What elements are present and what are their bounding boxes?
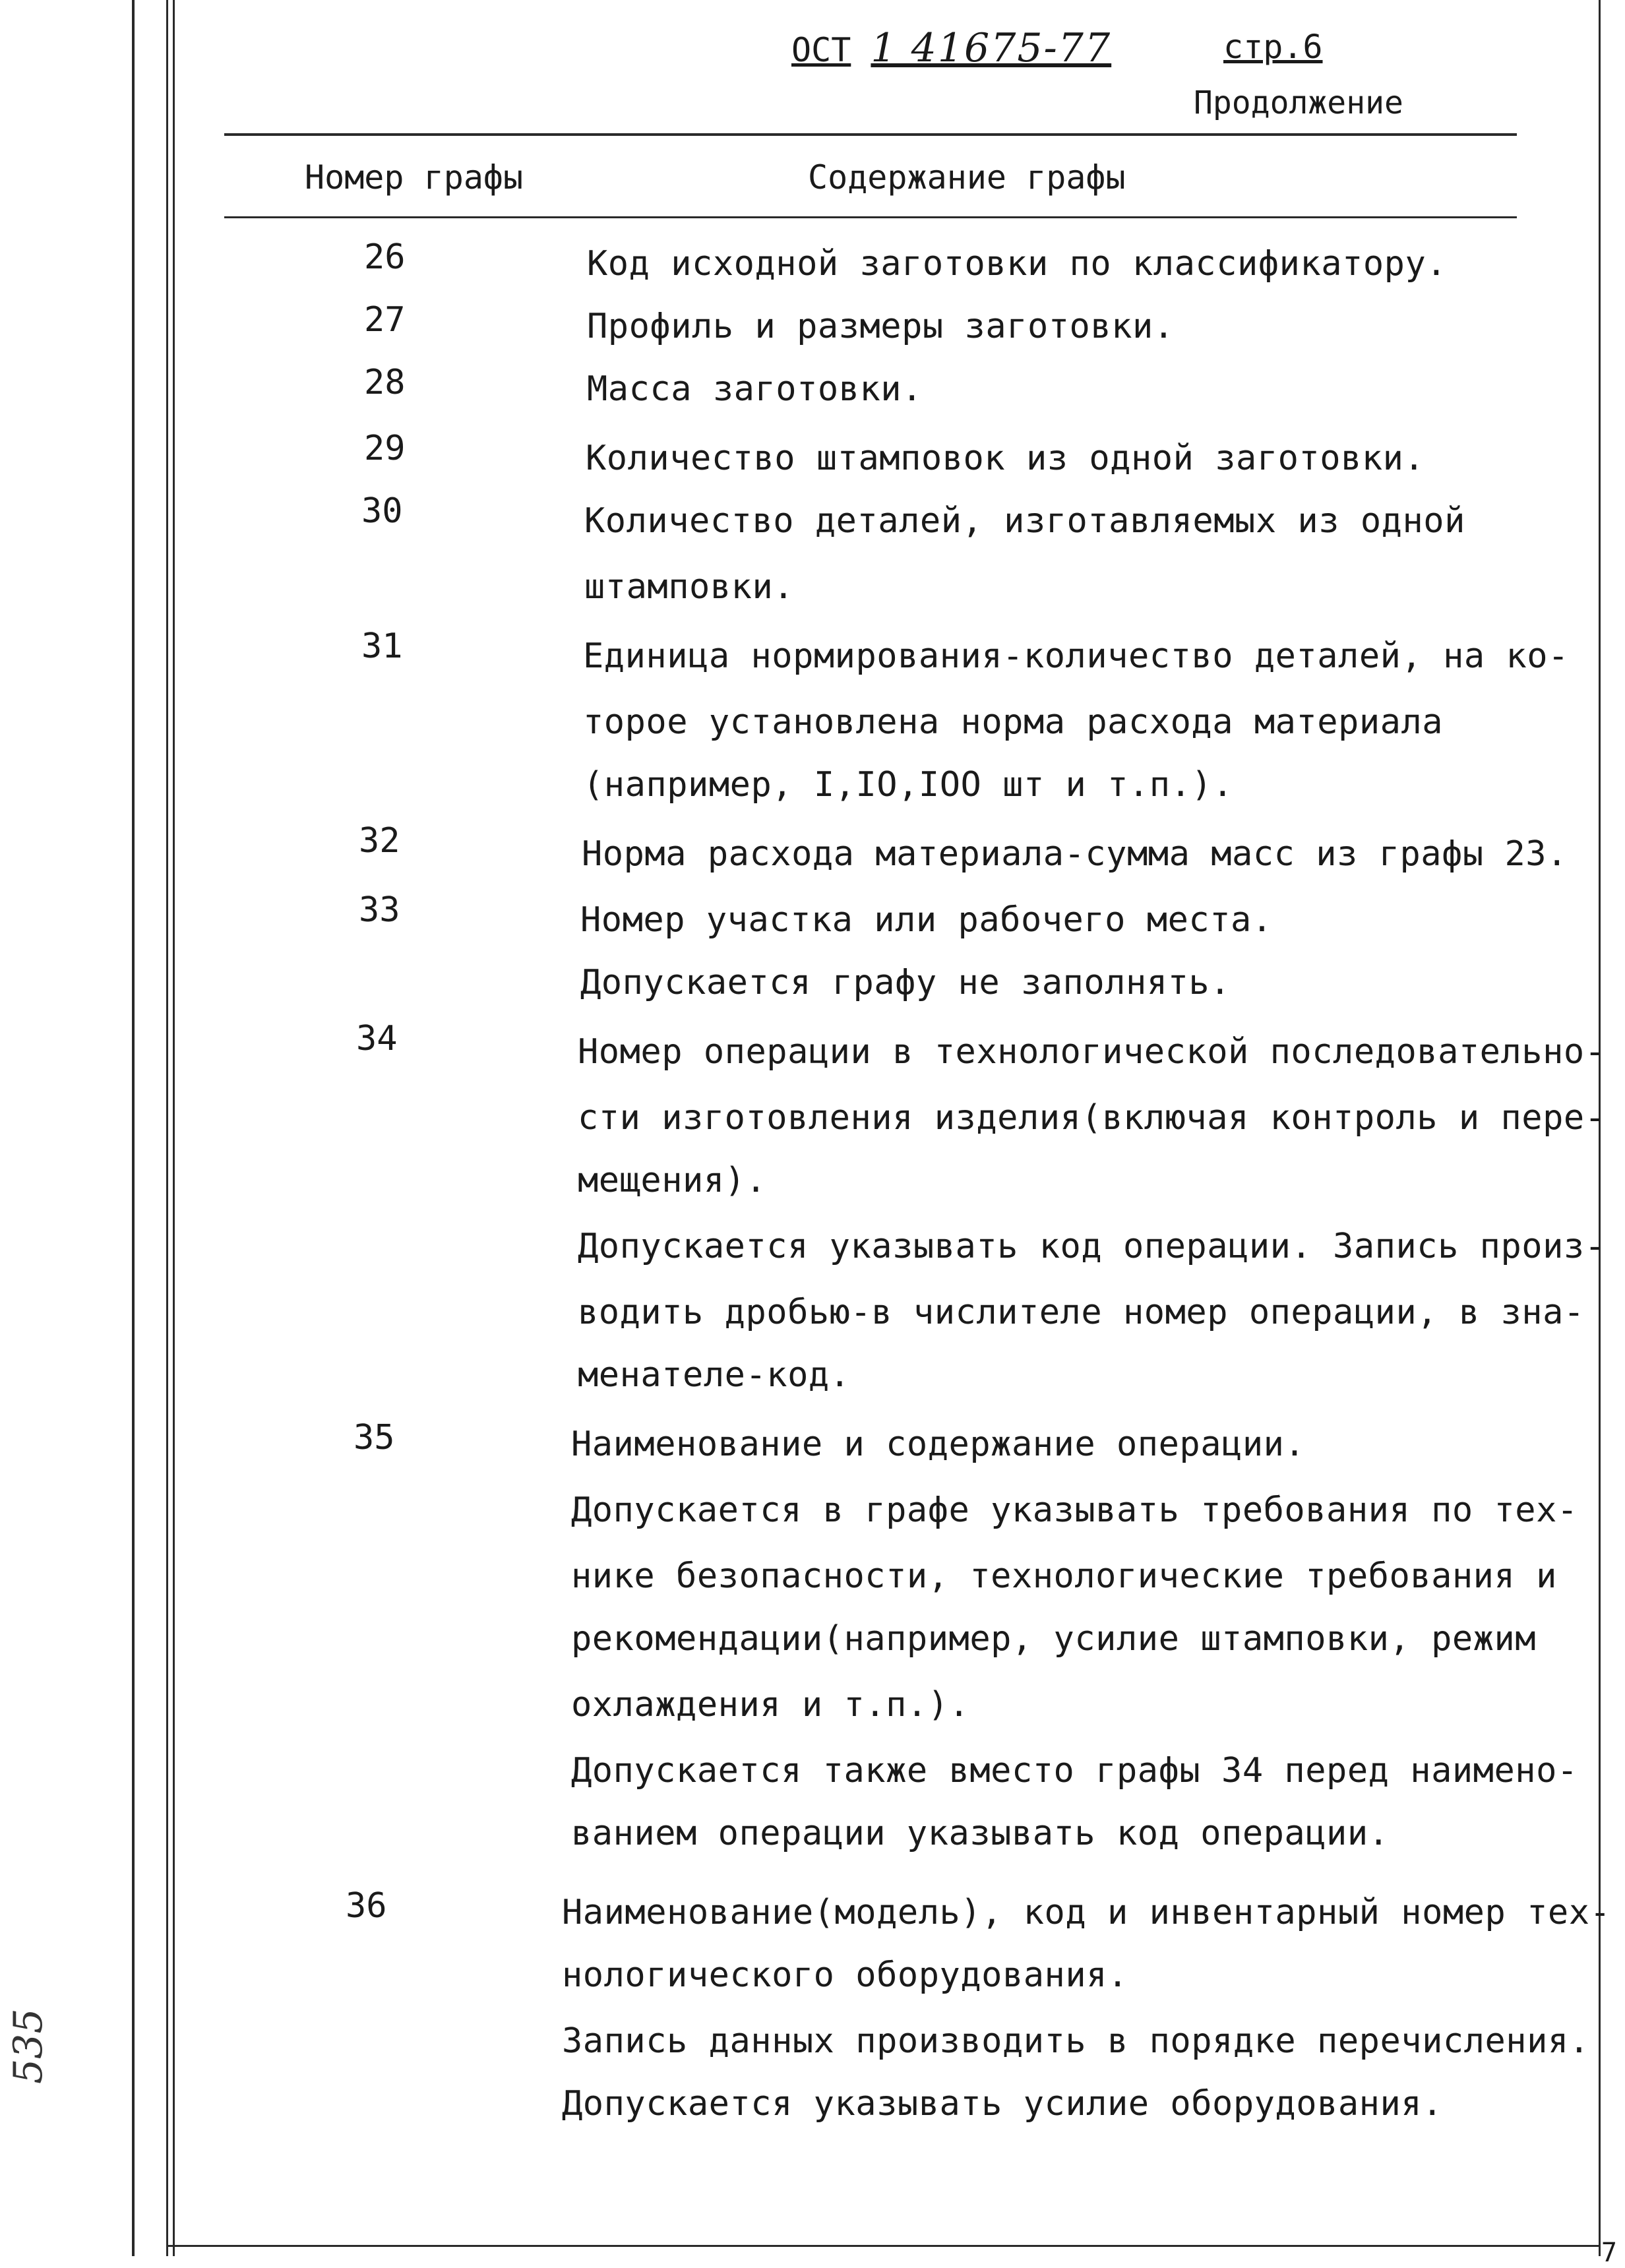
- row-number: 30: [361, 491, 403, 531]
- row-content-line: штамповки.: [584, 567, 795, 607]
- row-number: 29: [364, 429, 406, 468]
- row-content-line: Количество штамповок из одной заготовки.: [586, 439, 1425, 478]
- row-number: 26: [364, 237, 406, 277]
- row-content-line: Норма расхода материала-сумма масс из графы 23.: [582, 834, 1568, 874]
- row-content-line: Код исходной заготовки по классификатору.: [587, 244, 1448, 284]
- row-content-line: (например, I,IO,IOO шт и т.п.).: [583, 765, 1234, 805]
- row-content-line: ванием операции указывать код операции.: [571, 1814, 1390, 1853]
- continuation-label: Продолжение: [1194, 84, 1403, 121]
- table-top-rule: [224, 133, 1517, 136]
- row-content-line: Наименование(модель), код и инвентарный номер тех-: [562, 1893, 1611, 1932]
- row-content-line: нологического оборудования.: [562, 1955, 1128, 1995]
- row-content-line: Количество деталей, изготавляемых из одной: [584, 501, 1465, 541]
- column-header-number: Номер графы: [305, 158, 524, 197]
- row-content-line: Допускается указывать код операции. Запись произ-: [578, 1227, 1606, 1266]
- row-content-line: торое установлена норма расхода материала: [583, 702, 1444, 742]
- row-content-line: сти изготовления изделия(включая контроль и пере-: [578, 1098, 1606, 1138]
- row-content-line: Допускается указывать усилие оборудования.: [562, 2084, 1443, 2124]
- row-content-line: Допускается также вместо графы 34 перед наимено-: [571, 1751, 1578, 1791]
- page-number: стр.6: [1223, 28, 1323, 66]
- table-header-rule: [224, 216, 1517, 218]
- row-number: 34: [356, 1019, 398, 1058]
- document-code: [791, 25, 1111, 71]
- doc-prefix: ОСТ: [791, 31, 851, 69]
- row-content-line: охлаждения и т.п.).: [571, 1685, 970, 1725]
- row-number: 27: [364, 300, 406, 340]
- row-number: 33: [359, 890, 400, 930]
- row-content-line: водить дробью-в числителе номер операции, в зна-: [578, 1293, 1585, 1332]
- row-content-line: Допускается графу не заполнять.: [580, 963, 1231, 1002]
- row-content-line: Номер операции в технологической последовательно-: [578, 1032, 1606, 1072]
- row-content-line: Допускается в графе указывать требования по тех-: [571, 1490, 1578, 1530]
- frame-left-edge: [173, 0, 175, 2256]
- column-header-content: Содержание графы: [808, 158, 1126, 197]
- row-number: 36: [346, 1886, 387, 1926]
- doc-number: 1 41675-77: [871, 25, 1112, 71]
- row-content-line: Единица нормирования-количество деталей, на ко-: [583, 636, 1569, 676]
- row-number: 28: [364, 363, 406, 402]
- row-number: 35: [353, 1418, 395, 1457]
- frame-left-outer: [132, 0, 135, 2256]
- row-content-line: мещения).: [578, 1161, 767, 1200]
- row-content-line: нике безопасности, технологические требования и: [571, 1556, 1557, 1596]
- row-content-line: Запись данных производить в порядке перечисления.: [562, 2021, 1590, 2061]
- row-number: 32: [359, 821, 400, 861]
- row-content-line: Масса заготовки.: [587, 369, 923, 409]
- frame-bottom: [166, 2245, 1601, 2247]
- row-content-line: рекомендации(например, усилие штамповки, режим: [571, 1619, 1537, 1659]
- row-content-line: Номер участка или рабочего места.: [580, 900, 1273, 940]
- row-content-line: Профиль и размеры заготовки.: [587, 307, 1175, 346]
- row-content-line: Наименование и содержание операции.: [571, 1425, 1306, 1464]
- row-number: 31: [361, 627, 403, 666]
- margin-note: 535: [5, 2008, 51, 2084]
- corner-mark: 7: [1601, 2238, 1617, 2268]
- row-content-line: менателе-код.: [578, 1355, 851, 1395]
- frame-left-inner: [166, 0, 168, 2256]
